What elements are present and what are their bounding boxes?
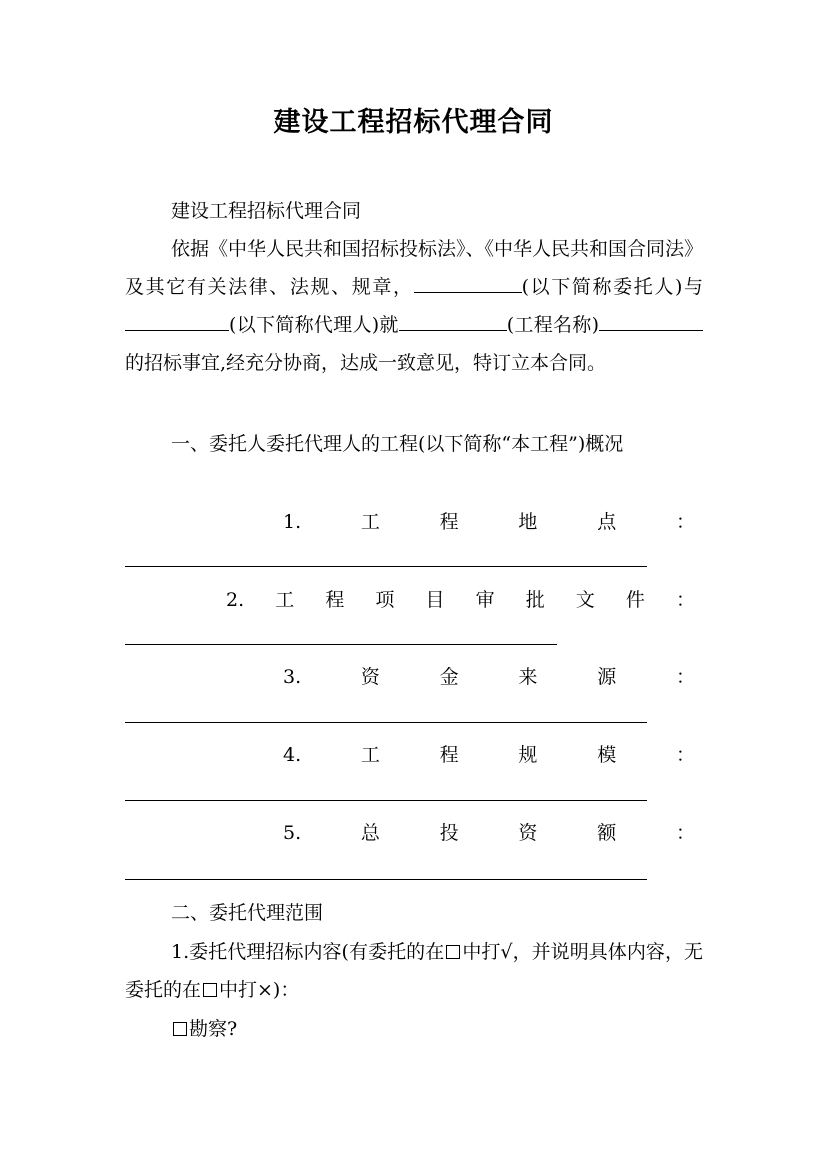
field-char: 批 xyxy=(525,589,545,611)
field-char: 来 xyxy=(518,666,538,688)
field-char: 文 xyxy=(575,589,595,611)
field-row-funding xyxy=(283,665,695,689)
location-blank[interactable] xyxy=(125,566,647,567)
field-char: 项 xyxy=(375,589,395,611)
scope-text-3: 中打×)： xyxy=(219,979,300,1001)
checkbox-icon xyxy=(203,983,217,997)
field-colon: ： xyxy=(675,589,695,611)
field-char: 工 xyxy=(360,511,380,533)
field-colon: ： xyxy=(675,511,695,533)
field-char: 资 xyxy=(360,666,380,688)
field-row-approval-docs xyxy=(226,588,695,612)
project-detail-blank[interactable] xyxy=(599,310,703,331)
field-char: 金 xyxy=(439,666,459,688)
paragraph-basis xyxy=(125,230,703,382)
field-char: 程 xyxy=(325,589,345,611)
field-char: 规 xyxy=(518,744,538,766)
field-row-investment xyxy=(283,821,695,845)
survey-option xyxy=(125,1010,703,1048)
field-char: 地 xyxy=(518,511,538,533)
basis-text-4: (工程名称) xyxy=(506,314,600,336)
field-char: 程 xyxy=(439,744,459,766)
field-number: 5. xyxy=(283,822,302,844)
paragraph-scope-item-1 xyxy=(125,933,703,1009)
investment-blank[interactable] xyxy=(125,879,647,880)
field-char: 总 xyxy=(360,822,380,844)
basis-text-2: (以下简称委托人)与 xyxy=(521,276,703,298)
project-name-blank[interactable] xyxy=(399,310,507,331)
paragraph-heading xyxy=(125,192,703,230)
field-char: 源 xyxy=(597,666,617,688)
field-colon: ： xyxy=(675,666,695,688)
field-colon: ： xyxy=(675,822,695,844)
scope-text-1: 1.委托代理招标内容(有委托的在 xyxy=(171,941,445,963)
scale-blank[interactable] xyxy=(125,800,647,801)
section-2-heading xyxy=(125,894,703,932)
basis-text-1: 依据《中华人民共和国招标投标法》、《中华人民共和国合同法》及其它有关法律、法规、规章， xyxy=(125,238,704,298)
field-char: 程 xyxy=(439,511,459,533)
basis-text-3: (以下简称代理人)就 xyxy=(229,314,399,336)
funding-blank[interactable] xyxy=(125,722,647,723)
basis-text-5: 的招标事宜,经充分协商，达成一致意见，特订立本合同。 xyxy=(125,352,607,374)
heading-text: 建设工程招标代理合同 xyxy=(171,200,362,222)
survey-checkbox[interactable] xyxy=(173,1022,187,1036)
field-number: 1. xyxy=(283,511,302,533)
field-char: 投 xyxy=(439,822,459,844)
section-1-text: 一、委托人委托代理人的工程(以下简称“本工程”)概况 xyxy=(171,433,624,455)
field-colon: ： xyxy=(675,744,695,766)
document-title: 建设工程招标代理合同 xyxy=(273,107,554,138)
section-2-text: 二、委托代理范围 xyxy=(171,902,324,924)
client-name-blank[interactable] xyxy=(414,272,522,293)
scope-text-2: 中打√，并说明具体内容，无委托的在 xyxy=(125,941,703,1001)
field-char: 工 xyxy=(275,589,295,611)
field-char: 工 xyxy=(360,744,380,766)
field-char: 模 xyxy=(597,744,617,766)
survey-label: 勘察? xyxy=(189,1018,238,1040)
checkbox-icon xyxy=(446,945,460,959)
section-1-heading xyxy=(125,425,703,463)
field-row-location xyxy=(283,510,695,534)
field-char: 目 xyxy=(425,589,445,611)
field-char: 审 xyxy=(475,589,495,611)
field-number: 2. xyxy=(226,589,245,611)
agent-name-blank[interactable] xyxy=(125,310,229,331)
approval-docs-blank[interactable] xyxy=(125,644,557,645)
field-char: 件 xyxy=(625,589,645,611)
field-row-scale xyxy=(283,743,695,767)
field-number: 4. xyxy=(283,744,302,766)
field-char: 点 xyxy=(597,511,617,533)
field-char: 额 xyxy=(597,822,617,844)
field-number: 3. xyxy=(283,666,302,688)
field-char: 资 xyxy=(518,822,538,844)
